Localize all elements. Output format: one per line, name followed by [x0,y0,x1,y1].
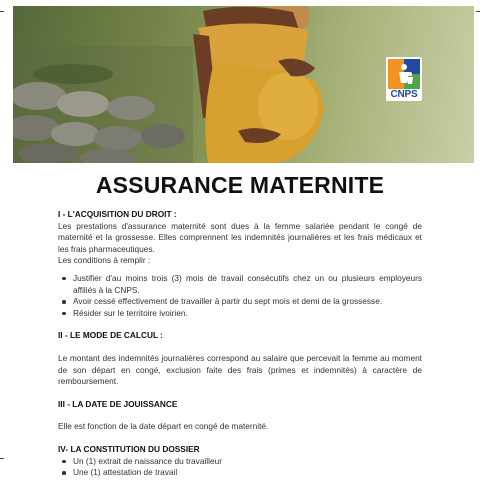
section-paragraph: Le montant des indemnités journalières correspond au salaire que percevait la femme au moment de son départ en congé, exclusion faite des frais (primes et indemnités) à caractère de remboursement. [58,352,422,387]
page-title: ASSURANCE MATERNITE [95,172,385,198]
section-paragraph: Les prestations d'assurance maternité sont dues à la femme salariée pendant le congé de maternité et la grossesse. Elles comprennent les indemnités journalières et les frais médicaux et les frais pharmaceutiques. [58,220,422,254]
dossier-list [58,456,422,479]
list-item: Une (1) attestation de travail [58,467,422,479]
cnps-emblem-icon [388,59,420,89]
crop-mark-top-left [0,11,4,12]
section-constitution-dossier [58,444,422,479]
conditions-list [58,273,422,319]
conditions-intro: Les conditions à remplir : [58,255,151,266]
section-heading: IV- LA CONSTITUTION DU DOSSIER [58,443,200,454]
crop-mark-top-right [476,11,480,12]
section-paragraph: Elle est fonction de la date départ en congé de maternité. [58,421,269,432]
list-item: Un (1) extrait de naissance du travailleur [58,456,422,468]
woman-figure-image [183,6,343,163]
section-heading: III - LA DATE DE JOUISSANCE [58,398,178,409]
stone-wall-image [13,46,193,163]
document-body [58,209,422,479]
section-heading: II - LE MODE DE CALCUL : [58,330,163,341]
section-date-jouissance [58,399,422,433]
list-item: Avoir cessé effectivement de travailler à partir du sept mois et demi de la grossesse. [58,296,422,308]
section-acquisition-droit [58,209,422,319]
hero-photo-pregnant-woman [13,6,474,163]
crop-mark-bottom-left [0,458,4,459]
cnps-logo-text: CNPS [390,89,418,100]
list-item: Résider sur le territoire ivoirien. [58,308,422,320]
section-mode-calcul [58,330,422,387]
cnps-logo [386,57,422,101]
section-heading: I - L'ACQUISITION DU DROIT : [58,209,177,219]
list-item: Justifier d'au moins trois (3) mois de travail consécutifs chez un ou plusieurs employeurs affiliés à la CNPS. [58,273,422,296]
